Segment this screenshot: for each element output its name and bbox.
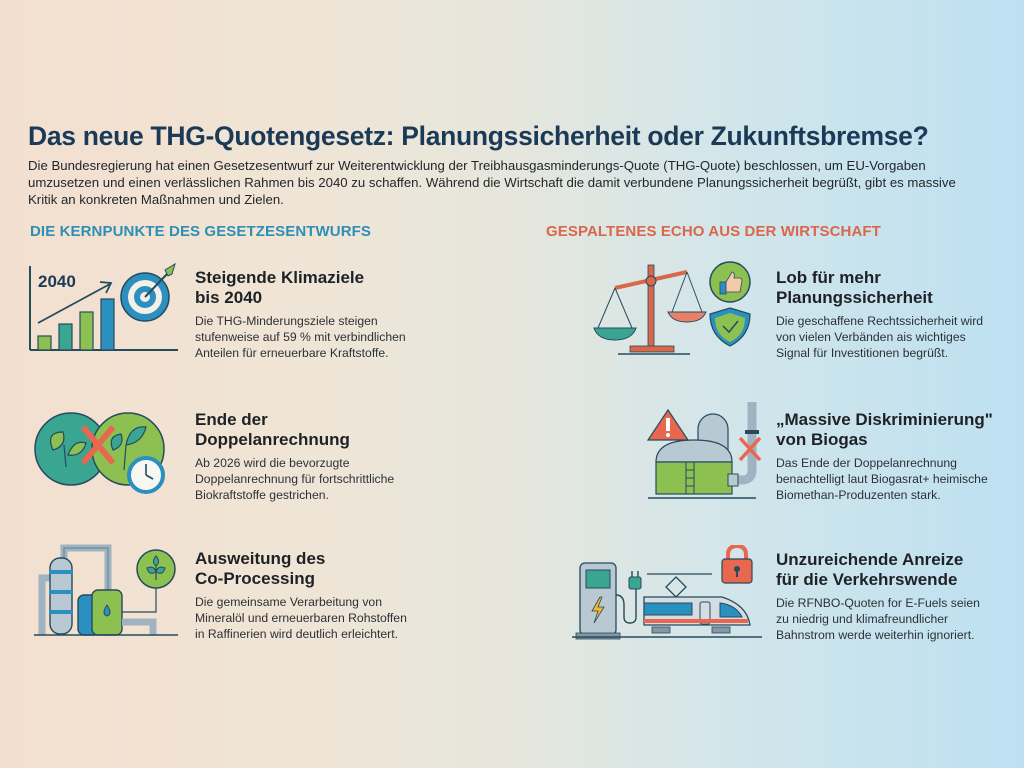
item-title: Unzureichende Anreize für die Verkehrswende [776, 550, 964, 589]
item-description: Die gemeinsame Verarbeitung von Mineralöl und erneuerbaren Rohstoffen in Raffinerien wird deutlich erleichtert. [195, 595, 407, 641]
intro-paragraph: Die Bundesregierung hat einen Gesetzesentwurf zur Weiterentwicklung der Treibhausgasminderungs-Quote (THG-Quote) beschlossen, um EU-Vorgaben umzusetzen und einen verlässlichen Rahmen bis 2040 zu schaffen. Während die Wirtschaft die damit verbundene Planungssicherheit begrüßt, gibt es massive Kritik an konkreten Maßnahmen und Zielen. [28, 158, 956, 207]
item-description: Ab 2026 wird die bevorzugte Doppelanrechnung für fortschrittliche Biokraftstoffe gestrichen. [195, 456, 395, 502]
rising-chart-target-icon [28, 260, 188, 360]
section-heading-echo: GESPALTENES ECHO AUS DER WIRTSCHAFT [546, 223, 881, 240]
scale-thumbs-up-shield-icon [590, 260, 760, 360]
item-description: Die geschaffene Rechtssicherheit wird von vielen Verbänden ais wichtiges Signal für Investitionen begrüßt. [776, 314, 984, 360]
page-title: Das neue THG-Quotengesetz: Planungssicherheit oder Zukunftsbremse? [28, 121, 929, 151]
biogas-plant-warning-icon [646, 402, 766, 502]
chart-year-label: 2040 [38, 272, 76, 291]
item-description: Die RFNBO-Quoten for E-Fuels seien zu niedrig und klimafreundlicher Bahnstrom werde weiterhin ignoriert. [776, 596, 980, 642]
item-title: Lob für mehr Planungssicherheit [776, 268, 933, 307]
item-title: Steigende Klimaziele bis 2040 [195, 268, 365, 307]
leaves-crossed-clock-icon [28, 405, 188, 505]
item-title: „Massive Diskriminierung" von Biogas [776, 410, 993, 449]
item-description: Die THG-Minderungsziele steigen stufenweise auf 59 % mit verbindlichen Anteilen für erneuerbare Kraftstoffe. [195, 314, 406, 360]
section-heading-kernpunkte: DIE KERNPUNKTE DES GESETZESENTWURFS [30, 223, 372, 240]
refinery-plant-icon [28, 540, 188, 640]
item-description: Das Ende der Doppelanrechnung benachtelligt laut Biogasrat+ heimische Biomethan-Produzenten stark. [776, 456, 988, 502]
item-title: Ausweitung des Co-Processing [195, 549, 326, 588]
item-title: Ende der Doppelanrechnung [195, 410, 350, 449]
charger-train-lock-icon [572, 545, 767, 645]
